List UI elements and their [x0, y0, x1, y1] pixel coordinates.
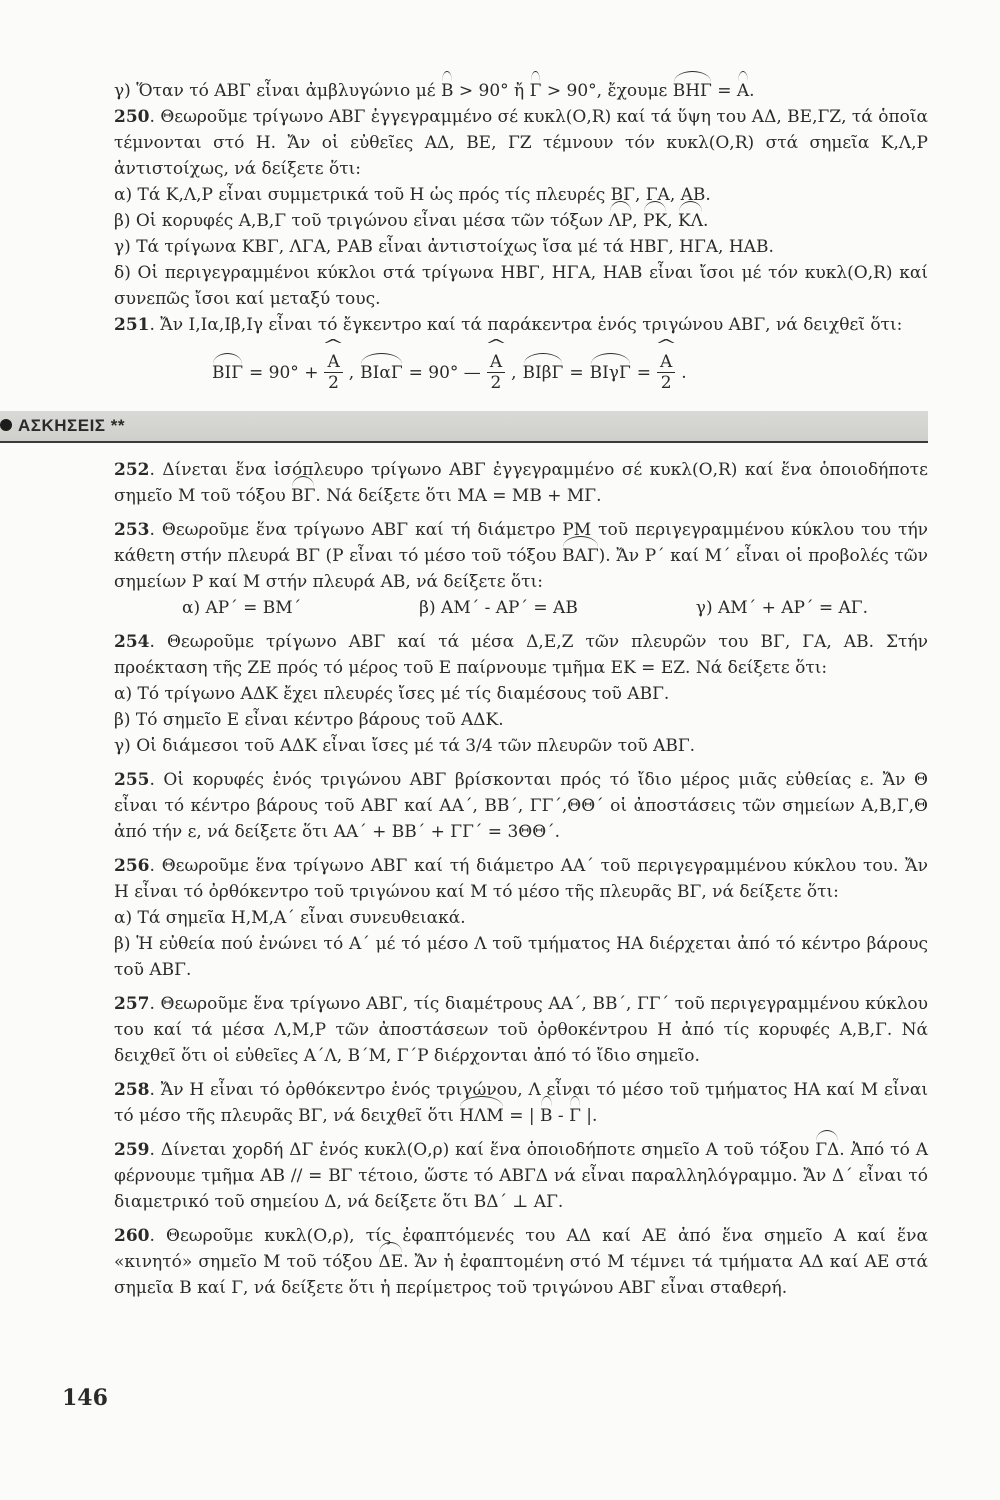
exercise-250-part-b — [62, 208, 928, 234]
exercise-249-part-g — [62, 78, 928, 104]
exercise-250-part-g: γ) Τά τρίγωνα ΚΒΓ, ΛΓΑ, ΡΑΒ εἶναι ἀντιστοίχως ἴσα μέ τά ΗΒΓ, ΗΓΑ, ΗΑΒ. — [114, 237, 774, 257]
arc-bg: ΒΓ — [291, 483, 315, 509]
exercise-259 — [62, 1137, 928, 1215]
formula-end: . — [681, 362, 687, 383]
page-number: 146 — [62, 1385, 108, 1411]
exercise-254-part-g: γ) Οἱ διάμεσοι τοῦ ΑΔΚ εἶναι ἴσες μέ τά 3/4 τῶν πλευρῶν τοῦ ΑΒΓ. — [114, 736, 696, 756]
formula-eq: = 90° + — [249, 362, 319, 383]
exercise-254-part-b: β) Τό σημεῖο Ε εἶναι κέντρο βάρους τοῦ ΑΔΚ. — [114, 710, 504, 730]
exercise-253-parts — [62, 595, 928, 621]
exercise-250-part-a: α) Τά Κ,Λ,Ρ εἶναι συμμετρικά τοῦ Η ὡς πρός τίς πλευρές ΒΓ, ΓΑ, ΑΒ. — [114, 185, 711, 205]
denominator: 2 — [660, 373, 672, 393]
part-a: α) ΑΡ΄ = ΒΜ΄ — [182, 598, 302, 618]
exercise-260 — [62, 1223, 928, 1301]
exercise-256 — [62, 853, 928, 905]
arc-rk: ΡΚ — [643, 208, 667, 234]
text: γ) Ὅταν τό ΑΒΓ εἶναι ἀμβλυγώνιο μέ — [114, 81, 441, 101]
page-content — [18, 78, 929, 1301]
exercise-text: . Δίνεται χορδή ΔΓ ἑνός κυκλ(Ο,ρ) καί ἕνα ὁποιοδήποτε σημεῖο Α τοῦ τόξου — [149, 1140, 816, 1160]
section-title: ΑΣΚΗΣΕΙΣ ** — [18, 416, 125, 435]
angle-hlm: ΗΛΜ — [459, 1103, 504, 1129]
text: = | — [503, 1106, 540, 1126]
exercise-text: . Δίνεται ἕνα ἰσόπλευρο τρίγωνο ΑΒΓ ἐγγεγραμμένο σέ κυκλ(Ο,R) καί ἕνα ὁποιοδήποτε σημεῖο Μ τοῦ τόξου — [114, 460, 928, 506]
exercise-text: . Θεωροῦμε κυκλ(Ο,ρ), τίς ἐφαπτόμενές του ΑΔ καί ΑΕ ἀπό ἕνα σημεῖο Α καί ἕνα «κινητό» σημεῖο Μ τοῦ τόξου — [114, 1226, 928, 1272]
exercise-258 — [62, 1077, 928, 1129]
angle-b: Β — [540, 1103, 553, 1129]
exercise-number: 254 — [114, 632, 150, 652]
text: . — [703, 211, 709, 231]
text: β) Οἱ κορυφές Α,Β,Γ τοῦ τριγώνου εἶναι μέσα τῶν τόξων — [114, 211, 609, 231]
fraction — [657, 352, 675, 393]
exercise-256-part-b: β) Ἡ εὐθεία πού ἑνώνει τό Α΄ μέ τό μέσο Λ τοῦ τμήματος ΗΑ διέρχεται ἀπό τό κέντρο βάρους τοῦ ΑΒΓ. — [114, 934, 928, 980]
exercise-text: . Θεωροῦμε ἕνα τρίγωνο ΑΒΓ καί τή διάμετρο ΡΜ τοῦ περιγεγραμμένου κύκλου του τήν κάθετη στήν πλευρά ΒΓ (Ρ εἶναι τό μέσο τοῦ τόξου — [114, 520, 928, 566]
arc-bag: ΒΑΓ — [562, 543, 599, 569]
exercise-number: 252 — [114, 460, 150, 480]
exercise-text: . Θεωροῦμε ἕνα τρίγωνο ΑΒΓ καί τή διάμετρο ΑΑ΄ τοῦ περιγεγραμμένου κύκλου του. Ἄν Η εἶναι τό ὀρθόκεντρο τοῦ τριγώνου καί Μ τό μέσο τῆς πλευρᾶς ΒΓ, νά δείξετε ὅτι: — [114, 856, 928, 902]
numerator: ^ Α — [487, 352, 505, 373]
exercise-253 — [62, 517, 928, 595]
angle-biag: ΒΙαΓ — [360, 360, 402, 386]
exercise-number: 251 — [114, 315, 150, 335]
exercise-text: . Οἱ κορυφές ἑνός τριγώνου ΑΒΓ βρίσκονται πρός τό ἴδιο μέρος μιᾶς εὐθείας ε. Ἄν Θ εἶναι τό κέντρο βάρους τοῦ ΑΒΓ καί ΑΑ΄, ΒΒ΄, ΓΓ΄,ΘΘ΄ οἱ ἀποστάσεις τῶν σημείων Α,Β,Γ,Θ ἀπό τήν ε, νά δείξετε ὅτι ΑΑ΄ + ΒΒ΄ + ΓΓ΄ = 3ΘΘ΄. — [114, 770, 928, 842]
angle-g: Γ — [569, 1103, 581, 1129]
exercise-text: ). Ἄν Ρ΄ καί Μ΄ εἶναι οἱ προβολές τῶν σημείων Ρ καί Μ στήν πλευρά ΑΒ, νά δείξετε ὅτι: — [114, 546, 929, 592]
exercise-257 — [62, 991, 928, 1069]
formula-eq: = — [636, 362, 652, 383]
arc-kl: ΚΛ — [678, 208, 703, 234]
exercise-254 — [62, 629, 928, 681]
exercise-text: . Θεωροῦμε τρίγωνο ΑΒΓ ἐγγεγραμμένο σέ κυκλ(Ο,R) καί τά ὕψη του ΑΔ, ΒΕ,ΓΖ, τά ὁποῖα τέμνονται στό Η. Ἄν οἱ εὐθεῖες ΑΔ, ΒΕ, ΓΖ τέμνουν τόν κυκλ(Ο,R) στά σημεῖα Κ,Λ,Ρ ἀντιστοίχως, νά δείξετε ὅτι: — [114, 107, 928, 179]
text: > 90°, ἔχουμε — [541, 81, 673, 101]
exercise-text: . Ἄν Η εἶναι τό ὀρθόκεντρο ἑνός τριγώνου, Λ εἶναι τό μέσο τοῦ τμήματος ΗΑ καί Μ εἶναι τό μέσο τῆς πλευρᾶς ΒΓ, νά δειχθεῖ ὅτι — [114, 1080, 928, 1126]
angle-bigg: ΒΙγΓ — [590, 360, 631, 386]
section-heading — [0, 411, 928, 443]
exercise-number: 256 — [114, 856, 150, 876]
exercise-252 — [62, 457, 928, 509]
exercise-number: 258 — [114, 1080, 150, 1100]
exercise-number: 260 — [114, 1226, 150, 1246]
numerator: ^ Α — [657, 352, 675, 373]
numerator: ^ Α — [324, 352, 342, 373]
formula-sep: , — [511, 362, 517, 383]
exercise-text: . Ἄν Ι,Ια,Ιβ,Ιγ εἶναι τό ἔγκεντρο καί τά παράκεντρα ἑνός τριγώνου ΑΒΓ, νά δειχθεῖ ὅτι: — [149, 315, 903, 335]
part-b: β) ΑΜ΄ - ΑΡ΄ = ΑΒ — [419, 598, 578, 618]
exercise-number: 255 — [114, 770, 150, 790]
exercise-254-part-a: α) Τό τρίγωνο ΑΔΚ ἔχει πλευρές ἴσες μέ τίς διαμέσους τοῦ ΑΒΓ. — [114, 684, 670, 704]
angle-a: Α — [737, 78, 749, 104]
exercise-250-part-d: δ) Οἱ περιγεγραμμένοι κύκλοι στά τρίγωνα ΗΒΓ, ΗΓΑ, ΗΑΒ εἶναι ἴσοι μέ τόν κυκλ(Ο,R) καί συνεπῶς ἴσοι καί μεταξύ τους. — [114, 263, 928, 309]
text: , — [667, 211, 679, 231]
exercise-number: 253 — [114, 520, 150, 540]
text: |. — [580, 1106, 598, 1126]
exercise-number: 250 — [114, 107, 150, 127]
bullet-icon — [0, 419, 12, 431]
exercise-text: . Ἀπό τό Α φέρνουμε τμῆμα ΑΒ // = ΒΓ τέτοιο, ὥστε τό ΑΒΓΔ νά εἶναι παραλληλόγραμμο. Ἄν Δ΄ εἶναι τό διαμετρικό τοῦ σημείου Δ, νά δείξετε ὅτι ΒΔ΄ ⊥ ΑΓ. — [114, 1140, 929, 1212]
angle-bibg: ΒΙβΓ — [523, 360, 564, 386]
fraction — [324, 352, 342, 393]
text: = — [711, 81, 737, 101]
exercise-256-part-a: α) Τά σημεῖα Η,Μ,Α΄ εἶναι συνευθειακά. — [114, 908, 466, 928]
arc-gd: ΓΔ — [815, 1137, 839, 1163]
arc-de: ΔΕ — [378, 1249, 403, 1275]
exercise-250 — [62, 104, 928, 182]
exercise-text: . Νά δείξετε ὅτι ΜΑ = ΜΒ + ΜΓ. — [315, 486, 602, 506]
part-g: γ) ΑΜ΄ + ΑΡ΄ = ΑΓ. — [695, 598, 868, 618]
text: - — [552, 1106, 570, 1126]
formula-251 — [212, 352, 928, 393]
exercise-text: . Θεωροῦμε ἕνα τρίγωνο ΑΒΓ, τίς διαμέτρους ΑΑ΄, ΒΒ΄, ΓΓ΄ τοῦ περιγεγραμμένου κύκλου του καί τά μέσα Λ,Μ,Ρ τῶν ἀποστάσεων τοῦ ὀρθοκέντρου Η ἀπό τίς κορυφές Α,Β,Γ. Νά δειχθεῖ ὅτι οἱ εὐθεῖες Α΄Λ, Β΄Μ, Γ΄Ρ διέρχονται ἀπό τό ἴδιο σημεῖο. — [114, 994, 928, 1066]
exercise-255 — [62, 767, 928, 845]
angle-big: ΒΙΓ — [212, 360, 243, 386]
text: . — [749, 81, 755, 101]
formula-sep: , — [348, 362, 355, 383]
exercise-text: . Ἄν ἡ ἐφαπτομένη στό Μ τέμνει τά τμήματα ΑΔ καί ΑΕ στά σημεῖα Β καί Γ, νά δείξετε ὅτι ἡ περίμετρος τοῦ τριγώνου ΑΒΓ εἶναι σταθερή. — [114, 1252, 928, 1298]
formula-eq: = — [569, 362, 584, 383]
denominator: 2 — [490, 373, 502, 393]
denominator: 2 — [328, 373, 339, 393]
fraction — [487, 352, 505, 393]
arc-lr: ΛΡ — [609, 208, 633, 234]
angle-b: Β — [441, 78, 454, 104]
exercise-number: 257 — [114, 994, 150, 1014]
formula-eq: = 90° — — [408, 362, 481, 383]
text: , — [632, 211, 644, 231]
exercise-text: . Θεωροῦμε τρίγωνο ΑΒΓ καί τά μέσα Δ,Ε,Ζ τῶν πλευρῶν του ΒΓ, ΓΑ, ΑΒ. Στήν προέκταση τῆς ΖΕ πρός τό μέρος τοῦ Ε παίρνουμε τμῆμα ΕΚ = ΕΖ. Νά δείξετε ὅτι: — [114, 632, 928, 678]
text: > 90° ἤ — [453, 81, 530, 101]
angle-bhg: ΒΗΓ — [673, 78, 712, 104]
angle-g: Γ — [530, 78, 542, 104]
exercise-number: 259 — [114, 1140, 150, 1160]
